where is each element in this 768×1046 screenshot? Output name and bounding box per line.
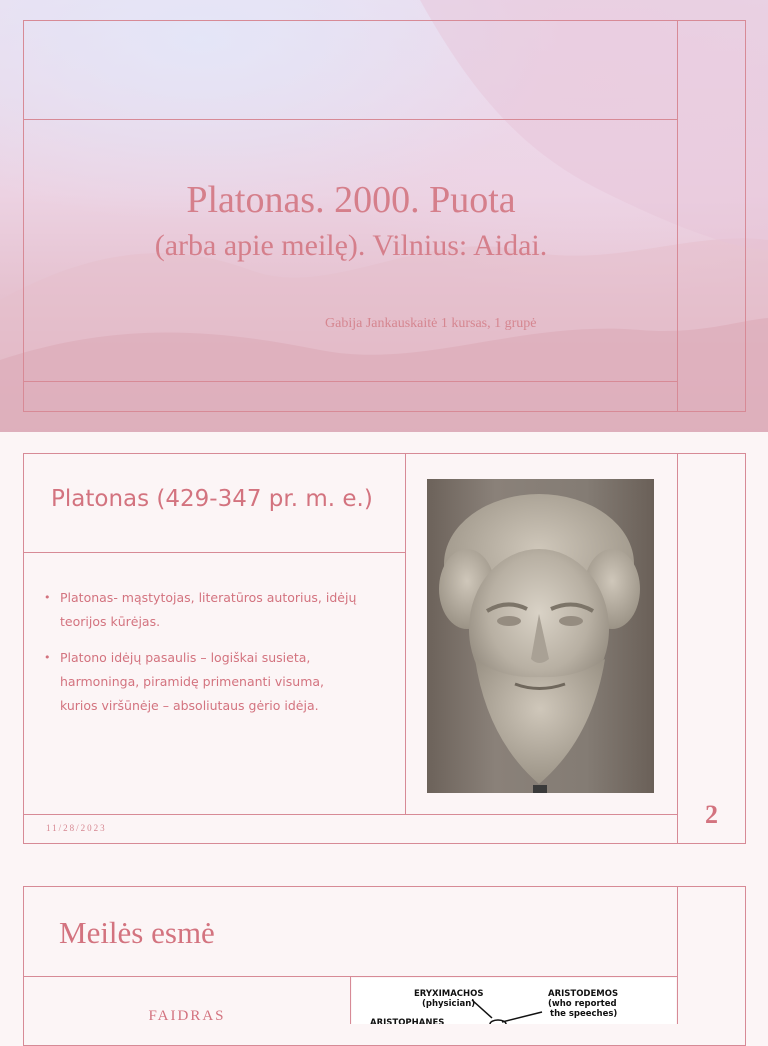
slide-date: 11/28/2023 xyxy=(46,823,107,833)
slide2-title: Platonas (429-347 pr. m. e.) xyxy=(51,486,373,512)
bullet-item: • Platonas- mąstytojas, literatūros autorius, idėjų teorijos kūrėjas. xyxy=(44,586,364,634)
slide2-title-divider xyxy=(23,552,406,553)
diagram-label-eryximachos-role: (physician) xyxy=(422,999,476,1009)
title-slide xyxy=(0,0,768,432)
diagram-label-aristodemos: ARISTODEMOS xyxy=(548,989,619,999)
slide3-title: Meilės esmė xyxy=(59,915,215,950)
slide2-middle-divider xyxy=(405,453,406,814)
frame-divider-bottom xyxy=(23,381,678,382)
presentation-title: Platonas. 2000. Puota xyxy=(186,179,516,221)
bust-illustration xyxy=(427,479,654,793)
slide2-footer-divider xyxy=(23,814,678,815)
plato-bust-photo xyxy=(427,479,654,793)
frame-divider-top xyxy=(23,119,678,120)
presentation-subtitle: (arba apie meilę). Vilnius: Aidai. xyxy=(154,229,548,262)
page-number: 2 xyxy=(705,800,718,829)
diagram-connectors xyxy=(352,978,676,1024)
author-line: Gabija Jankauskaitė 1 kursas, 1 grupė xyxy=(325,316,537,331)
faidras-heading: FAIDRAS xyxy=(148,1008,226,1024)
bullet-item: • Platono idėjų pasaulis – logiškai susieta, harmoninga, piramidę primenanti visuma, kurios viršūnėje – absoliutaus gėrio idėja. xyxy=(44,646,364,718)
diagram-label-aristodemos-role: the speeches) xyxy=(550,1009,618,1019)
speakers-diagram xyxy=(352,978,676,1024)
diagram-label-aristodemos-role: (who reported xyxy=(548,999,617,1009)
diagram-label-eryximachos: ERYXIMACHOS xyxy=(414,989,484,999)
slide3-middle-divider xyxy=(350,976,351,1024)
slide3-right-divider xyxy=(677,886,678,1024)
slide2-right-divider xyxy=(677,453,678,844)
slide2-bullet-list xyxy=(44,586,364,730)
diagram-label-aristophanes: ARISTOPHANES xyxy=(370,1018,445,1024)
